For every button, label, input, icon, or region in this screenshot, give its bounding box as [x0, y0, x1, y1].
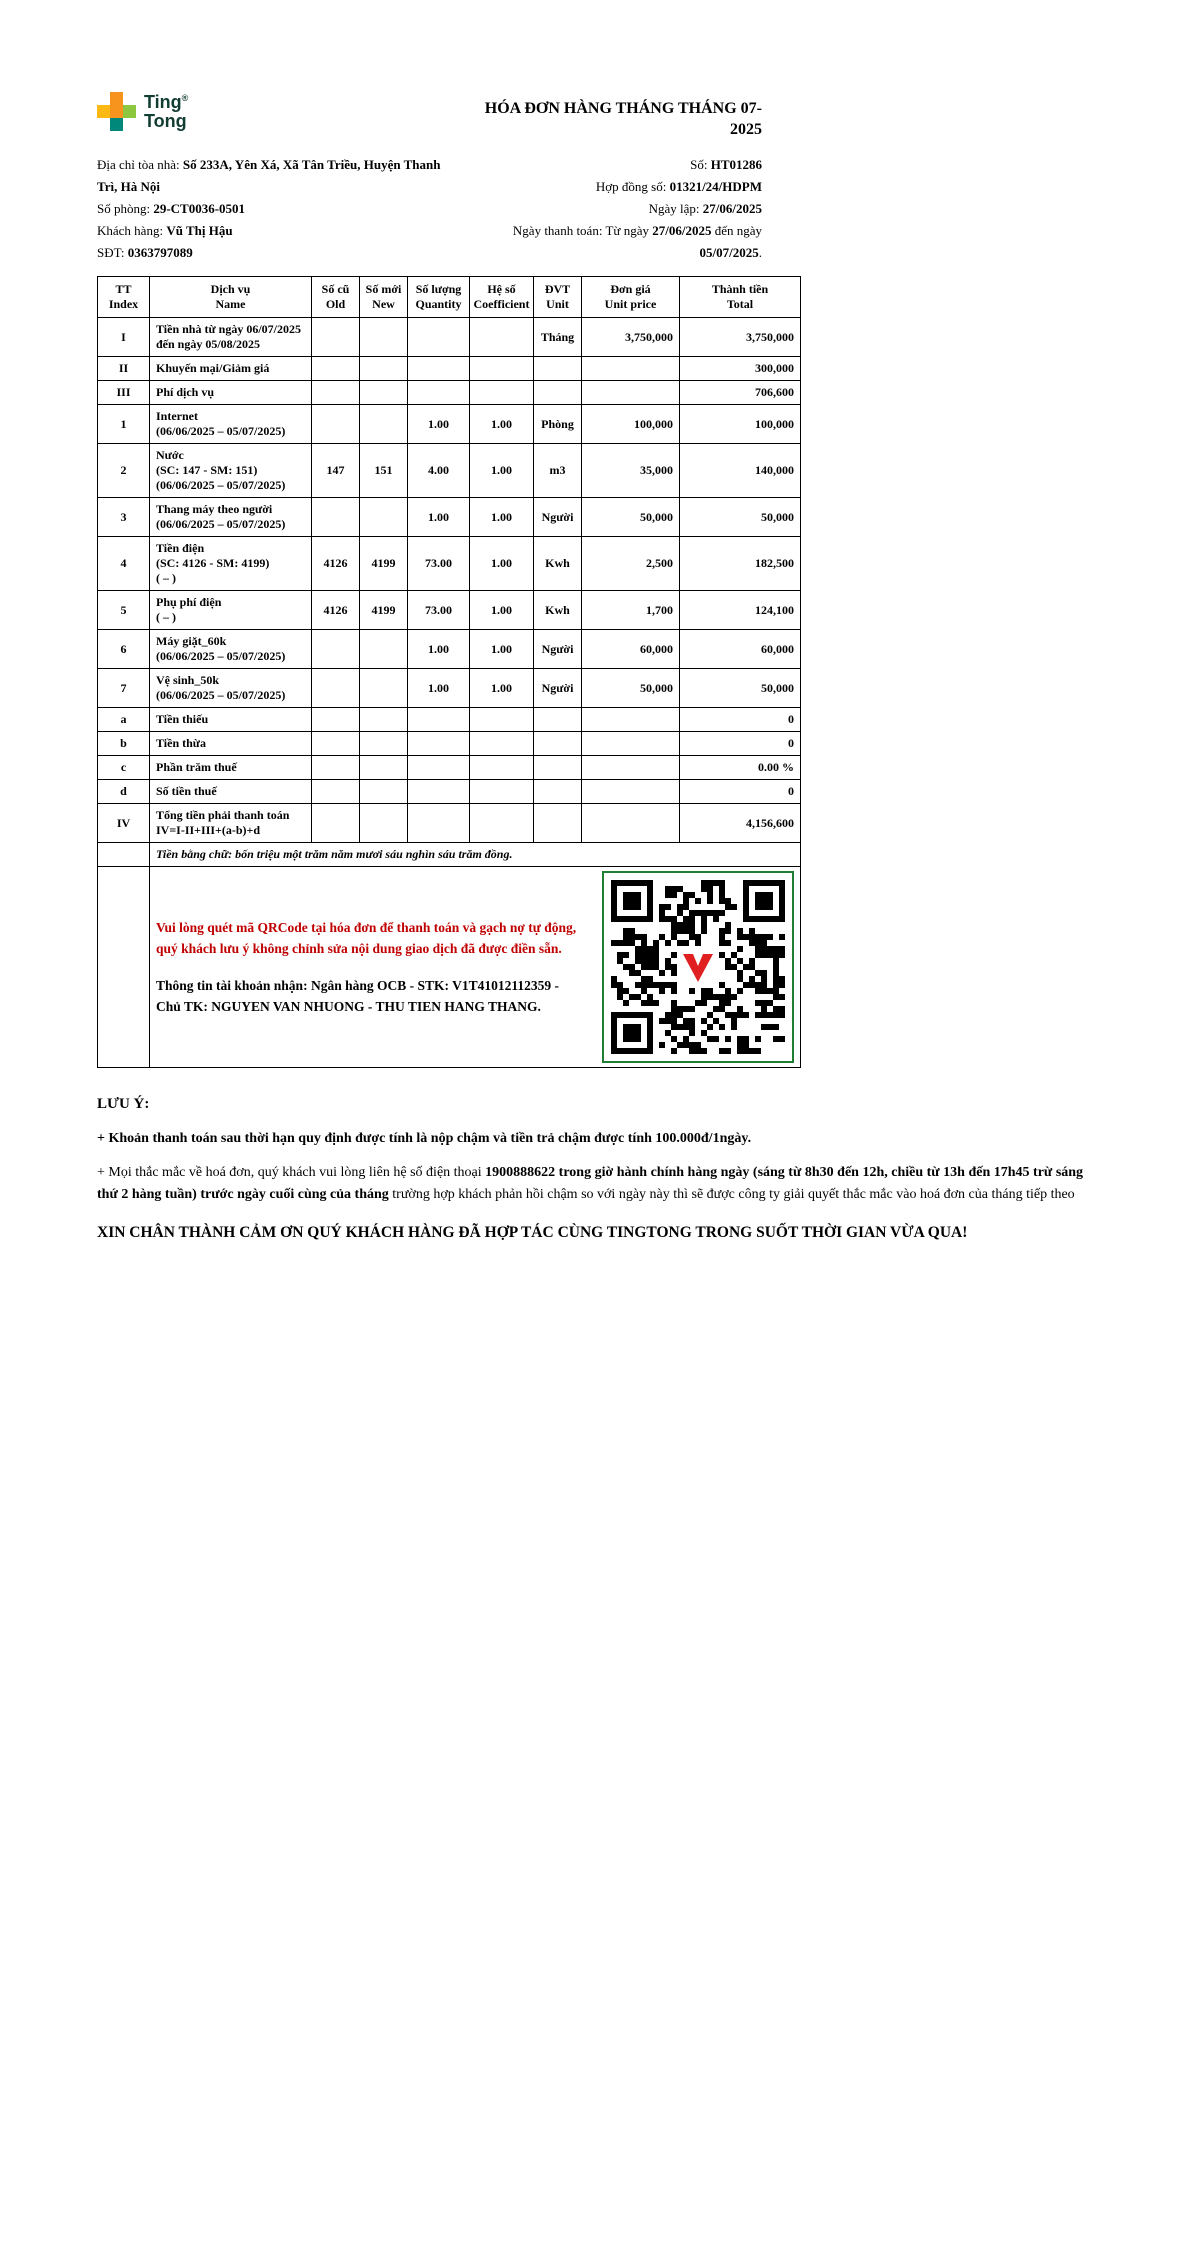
cell-tt: I	[98, 318, 150, 357]
cell-old	[312, 669, 360, 708]
cell-name: Thang máy theo người (06/06/2025 – 05/07/2025)	[150, 498, 312, 537]
cell-total: 124,100	[680, 591, 801, 630]
cell-price: 3,750,000	[582, 318, 680, 357]
qr-section	[150, 867, 801, 1068]
text-segment: HT01286	[710, 157, 762, 172]
cell-old: 4126	[312, 591, 360, 630]
cell-new: 4199	[360, 537, 408, 591]
cell-old	[312, 732, 360, 756]
cell-qty	[408, 708, 470, 732]
column-header: ĐVT Unit	[534, 277, 582, 318]
cell-price: 50,000	[582, 669, 680, 708]
cell-old	[312, 405, 360, 444]
cell-new	[360, 357, 408, 381]
cell-coef: 1.00	[470, 498, 534, 537]
cell-coef	[470, 357, 534, 381]
cell-new	[360, 669, 408, 708]
cell-total: 0	[680, 732, 801, 756]
cell-coef	[470, 318, 534, 357]
table-row	[98, 318, 801, 357]
cell-qty: 1.00	[408, 498, 470, 537]
cell-old	[312, 804, 360, 843]
cell-total: 706,600	[680, 381, 801, 405]
amount-in-words-label: Tiền bằng chữ:	[156, 847, 236, 861]
invoice-title	[442, 98, 762, 140]
cell-unit: m3	[534, 444, 582, 498]
meta-line	[456, 176, 762, 198]
table-row	[98, 708, 801, 732]
table-row	[98, 405, 801, 444]
table-row	[98, 357, 801, 381]
cell-qty	[408, 732, 470, 756]
cell-coef	[470, 381, 534, 405]
text-segment: SĐT:	[97, 245, 128, 260]
table-row	[98, 498, 801, 537]
text-segment: Ngày thanh toán: Từ ngày	[512, 223, 653, 238]
cell-total: 0	[680, 780, 801, 804]
cell-unit: Người	[534, 669, 582, 708]
cell-qty: 1.00	[408, 405, 470, 444]
text-segment: Ngày lập:	[648, 201, 703, 216]
table-row	[98, 591, 801, 630]
cell-tt: a	[98, 708, 150, 732]
cell-qty	[408, 357, 470, 381]
cell-unit: Người	[534, 630, 582, 669]
cell-price: 1,700	[582, 591, 680, 630]
thank-you-note: XIN CHÂN THÀNH CẢM ƠN QUÝ KHÁCH HÀNG ĐÃ HỢP TÁC CÙNG TINGTONG TRONG SUỐT THỜI GIAN VỪA QUA!	[97, 1224, 968, 1241]
cell-new	[360, 381, 408, 405]
cell-new	[360, 756, 408, 780]
cell-price	[582, 780, 680, 804]
cell-tt: IV	[98, 804, 150, 843]
meta-line	[97, 154, 456, 198]
text-segment: .	[758, 245, 762, 260]
cell-total: 0.00 %	[680, 756, 801, 780]
cell-unit	[534, 732, 582, 756]
cell-tt: d	[98, 780, 150, 804]
table-header-row	[98, 277, 801, 318]
cell-unit	[534, 708, 582, 732]
cell-unit	[534, 756, 582, 780]
column-header: Đơn giá Unit price	[582, 277, 680, 318]
cell-name: Vệ sinh_50k (06/06/2025 – 05/07/2025)	[150, 669, 312, 708]
meta-left	[97, 154, 456, 264]
cell-qty	[408, 381, 470, 405]
invoice-table-foot	[98, 843, 801, 1068]
cell-new	[360, 498, 408, 537]
cell-empty	[98, 867, 150, 1068]
cell-unit: Tháng	[534, 318, 582, 357]
cell-new	[360, 630, 408, 669]
cell-qty	[408, 756, 470, 780]
text-segment: 05/07/2025	[699, 245, 759, 260]
table-row	[98, 444, 801, 498]
table-row	[98, 732, 801, 756]
table-row	[98, 804, 801, 843]
cell-name: Tiền điện (SC: 4126 - SM: 4199) ( – )	[150, 537, 312, 591]
cell-old	[312, 498, 360, 537]
text-segment: Số phòng:	[97, 201, 154, 216]
cell-new	[360, 780, 408, 804]
table-row	[98, 537, 801, 591]
cell-new: 4199	[360, 591, 408, 630]
cell-coef	[470, 732, 534, 756]
cell-price	[582, 732, 680, 756]
cell-qty: 4.00	[408, 444, 470, 498]
cell-old	[312, 756, 360, 780]
cell-total: 60,000	[680, 630, 801, 669]
tingtong-logo-icon	[97, 92, 136, 131]
cell-tt: 2	[98, 444, 150, 498]
table-row	[98, 630, 801, 669]
amount-in-words-row	[98, 843, 801, 867]
cell-coef	[470, 804, 534, 843]
text-segment: 0363797089	[127, 245, 193, 260]
cell-qty: 1.00	[408, 669, 470, 708]
cell-tt: II	[98, 357, 150, 381]
column-header: TT Index	[98, 277, 150, 318]
column-header: Dịch vụ Name	[150, 277, 312, 318]
column-header: Số cũ Old	[312, 277, 360, 318]
invoice-column	[97, 92, 800, 1068]
cell-price	[582, 708, 680, 732]
cell-new	[360, 318, 408, 357]
column-header: Số mới New	[360, 277, 408, 318]
table-row	[98, 756, 801, 780]
cell-tt: 3	[98, 498, 150, 537]
cell-name: Phần trăm thuế	[150, 756, 312, 780]
amount-in-words	[150, 843, 801, 867]
cell-old	[312, 780, 360, 804]
header-row	[97, 92, 800, 140]
cell-old: 147	[312, 444, 360, 498]
cell-qty: 1.00	[408, 630, 470, 669]
qr-row	[98, 867, 801, 1068]
cell-name: Tổng tiền phải thanh toán IV=I-II+III+(a-b)+d	[150, 804, 312, 843]
text-segment: - Chủ TK:	[156, 978, 559, 1014]
text-segment: .	[537, 999, 541, 1014]
invoice-table-head	[98, 277, 801, 318]
cell-unit: Kwh	[534, 591, 582, 630]
cell-unit	[534, 357, 582, 381]
column-header: Thành tiền Total	[680, 277, 801, 318]
cell-qty: 73.00	[408, 591, 470, 630]
cell-new	[360, 804, 408, 843]
invoice-title-line2: 2025	[730, 121, 762, 138]
cell-price	[582, 804, 680, 843]
cell-total: 182,500	[680, 537, 801, 591]
cell-tt: c	[98, 756, 150, 780]
cell-unit	[534, 804, 582, 843]
cell-old: 4126	[312, 537, 360, 591]
amount-in-words-value: bốn triệu một trăm năm mươi sáu nghìn sáu trăm đồng.	[235, 847, 513, 861]
cell-tt: 6	[98, 630, 150, 669]
text-segment: Số:	[690, 157, 711, 172]
cell-old	[312, 318, 360, 357]
qr-flex	[156, 871, 794, 1063]
cell-name: Phụ phí điện ( – )	[150, 591, 312, 630]
invoice-title-line1: HÓA ĐƠN HÀNG THÁNG THÁNG 07-	[484, 100, 762, 117]
cell-qty	[408, 318, 470, 357]
meta-line	[456, 220, 762, 264]
cell-unit	[534, 780, 582, 804]
text-segment: Thông tin tài khoản nhận: Ngân hàng OCB - STK:	[156, 978, 453, 993]
cell-qty	[408, 780, 470, 804]
bank-account-info	[156, 975, 586, 1017]
cell-name: Số tiền thuế	[150, 780, 312, 804]
text-segment: (sáng từ 8h30 đến 12h, chiều từ 13h đến 17h45 trừ sáng thứ 2 hàng tuần)	[97, 1165, 1084, 1202]
cell-coef: 1.00	[470, 630, 534, 669]
cell-price: 50,000	[582, 498, 680, 537]
tingtong-logo	[97, 92, 188, 131]
cell-name: Khuyến mại/Giảm giá	[150, 357, 312, 381]
cell-name: Tiền thiếu	[150, 708, 312, 732]
text-segment: Khách hàng:	[97, 223, 167, 238]
cell-name: Phí dịch vụ	[150, 381, 312, 405]
cell-unit	[534, 381, 582, 405]
text-segment: Hợp đồng số:	[595, 179, 670, 194]
cell-price: 2,500	[582, 537, 680, 591]
brand-name-line1: Ting	[144, 91, 182, 112]
cell-coef: 1.00	[470, 444, 534, 498]
cell-coef: 1.00	[470, 405, 534, 444]
cell-tt: 5	[98, 591, 150, 630]
cell-total: 3,750,000	[680, 318, 801, 357]
cell-new: 151	[360, 444, 408, 498]
text-segment: Số 233A, Yên Xá, Xã Tân Triều, Huyện Thanh Trì, Hà Nội	[97, 157, 441, 194]
text-segment: đến ngày	[711, 223, 762, 238]
cell-name: Tiền nhà từ ngày 06/07/2025 đến ngày 05/08/2025	[150, 318, 312, 357]
text-segment: NGUYEN VAN NHUONG - THU TIEN HANG THANG	[211, 999, 538, 1014]
text-segment: V1T41012112359	[452, 978, 552, 993]
late-payment-note: + Khoản thanh toán sau thời hạn quy định được tính là nộp chậm và tiền trả chậm được tính 100.000đ/1ngày.	[97, 1131, 752, 1146]
meta-line	[97, 220, 456, 242]
cell-coef	[470, 780, 534, 804]
text-segment: 01321/24/HDPM	[669, 179, 762, 194]
cell-coef	[470, 756, 534, 780]
cell-name: Máy giặt_60k (06/06/2025 – 05/07/2025)	[150, 630, 312, 669]
cell-price	[582, 756, 680, 780]
cell-new	[360, 405, 408, 444]
cell-total: 50,000	[680, 669, 801, 708]
registered-mark: ®	[181, 92, 189, 103]
cell-coef: 1.00	[470, 537, 534, 591]
cell-qty	[408, 804, 470, 843]
cell-unit: Người	[534, 498, 582, 537]
brand-name	[144, 93, 188, 131]
cell-old	[312, 381, 360, 405]
cell-new	[360, 708, 408, 732]
cell-price: 100,000	[582, 405, 680, 444]
invoice-table-body	[98, 318, 801, 843]
cell-name: Internet (06/06/2025 – 05/07/2025)	[150, 405, 312, 444]
text-segment: 1900888622 trong giờ hành chính hàng ngày	[485, 1165, 753, 1180]
cell-price	[582, 357, 680, 381]
cell-total: 4,156,600	[680, 804, 801, 843]
notes-title: LƯU Ý:	[97, 1096, 150, 1112]
text-segment: trước ngày cuối cùng của tháng	[200, 1187, 389, 1202]
text-segment: Vũ Thị Hậu	[166, 223, 233, 238]
footer-notes	[97, 1096, 1105, 1245]
cell-tt: 4	[98, 537, 150, 591]
table-row	[98, 381, 801, 405]
meta-line	[97, 198, 456, 220]
cell-tt: b	[98, 732, 150, 756]
cell-tt: 1	[98, 405, 150, 444]
cell-name: Nước (SC: 147 - SM: 151) (06/06/2025 – 05/07/2025)	[150, 444, 312, 498]
qr-code	[602, 871, 794, 1063]
meta-section	[97, 154, 800, 264]
cell-total: 300,000	[680, 357, 801, 381]
cell-total: 140,000	[680, 444, 801, 498]
qr-payment-notice: Vui lòng quét mã QRCode tại hóa đơn để thanh toán và gạch nợ tự động, quý khách lưu ý không chỉnh sửa nội dung giao dịch đã được điền sẵn.	[156, 920, 577, 956]
cell-coef: 1.00	[470, 669, 534, 708]
column-header: Số lượng Quantity	[408, 277, 470, 318]
invoice-table	[97, 276, 801, 1068]
text-segment: 27/06/2025	[702, 201, 762, 216]
cell-unit: Kwh	[534, 537, 582, 591]
cell-new	[360, 732, 408, 756]
meta-right	[456, 154, 762, 264]
column-header: Hệ số Coefficient	[470, 277, 534, 318]
cell-coef: 1.00	[470, 591, 534, 630]
text-segment: trường hợp khách phản hồi chậm so với ngày này thì sẽ được công ty giải quyết thắc mắc vào hoá đơn của tháng tiếp theo	[388, 1187, 1075, 1202]
hotline-note	[97, 1162, 1105, 1206]
cell-price	[582, 381, 680, 405]
text-segment: + Mọi thắc mắc về hoá đơn, quý khách vui lòng liên hệ số điện thoại	[97, 1165, 486, 1180]
meta-line	[456, 154, 762, 176]
meta-line	[97, 242, 456, 264]
cell-old	[312, 708, 360, 732]
cell-price: 60,000	[582, 630, 680, 669]
text-segment: Địa chỉ tòa nhà:	[97, 157, 183, 172]
cell-empty	[98, 843, 150, 867]
cell-unit: Phòng	[534, 405, 582, 444]
cell-price: 35,000	[582, 444, 680, 498]
cell-total: 100,000	[680, 405, 801, 444]
brand-name-line2: Tong	[144, 110, 187, 131]
qr-texts	[156, 917, 586, 1017]
cell-old	[312, 630, 360, 669]
cell-total: 50,000	[680, 498, 801, 537]
cell-qty: 73.00	[408, 537, 470, 591]
text-segment: 27/06/2025	[652, 223, 712, 238]
cell-total: 0	[680, 708, 801, 732]
cell-coef	[470, 708, 534, 732]
cell-name: Tiền thừa	[150, 732, 312, 756]
cell-tt: III	[98, 381, 150, 405]
meta-line	[456, 198, 762, 220]
cell-tt: 7	[98, 669, 150, 708]
text-segment: 29-CT0036-0501	[153, 201, 246, 216]
table-row	[98, 780, 801, 804]
table-row	[98, 669, 801, 708]
cell-old	[312, 357, 360, 381]
